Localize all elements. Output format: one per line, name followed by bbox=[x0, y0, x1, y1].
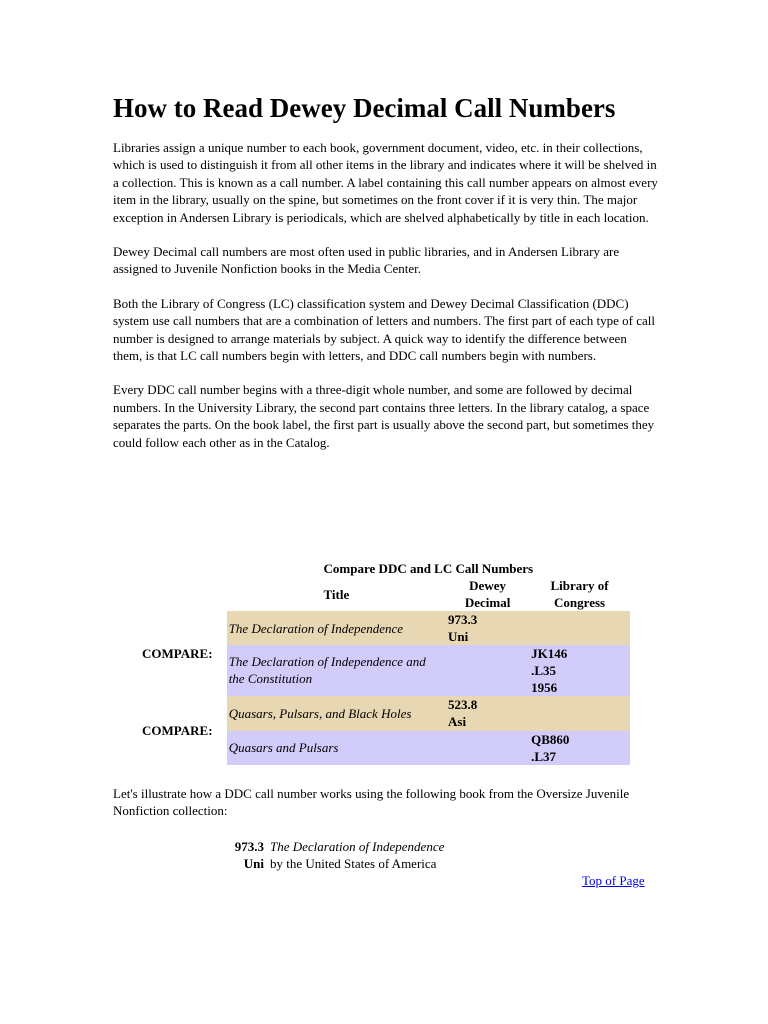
header-lc: Library of Congress bbox=[550, 578, 609, 610]
example-call-number bbox=[228, 838, 444, 872]
compare-label: COMPARE: bbox=[142, 723, 213, 738]
example-cutter: Uni bbox=[243, 856, 264, 871]
row-title: Quasars, Pulsars, and Black Holes bbox=[227, 696, 446, 731]
paragraph-illustrate: Let's illustrate how a DDC call number works using the following book from the Oversize Juvenile Nonfiction collection: bbox=[113, 786, 630, 819]
compare-table bbox=[140, 560, 630, 765]
paragraph-lc-vs-ddc: Both the Library of Congress (LC) classification system and Dewey Decimal Classification (DDC) system use call numbers that are a combination of letters and numbers. The first part of each type of call number is designed to arrange materials by subject. A quick way to identify the difference between them, is that LC call numbers begin with letters, and DDC call numbers begin with numbers. bbox=[113, 295, 655, 364]
header-dewey: Dewey Decimal bbox=[464, 578, 511, 610]
row-dewey: 523.8 Asi bbox=[446, 696, 529, 731]
row-dewey: 973.3 Uni bbox=[446, 611, 529, 645]
row-lc bbox=[529, 611, 630, 645]
example-class-number: 973.3 bbox=[234, 839, 264, 854]
row-title: Quasars and Pulsars bbox=[227, 731, 446, 765]
document-body bbox=[113, 92, 658, 468]
paragraph-intro: Libraries assign a unique number to each book, government document, video, etc. in their collections, which is used to distinguish it from all other items in the library and indicates where it will be shelved in a collection. This is known as a call number. A label containing this call number appears on almost every item in the library, usually on the spine, but sometimes on the front cover if it is very thin. The major exception in Andersen Library is periodicals, which are shelved alphabetically by title in each location. bbox=[113, 140, 658, 225]
row-dewey bbox=[446, 731, 529, 765]
row-dewey bbox=[446, 645, 529, 696]
example-author: by the United States of America bbox=[270, 856, 437, 871]
top-of-page-link[interactable]: Top of Page bbox=[582, 873, 645, 888]
compare-table-wrapper bbox=[140, 560, 630, 765]
row-title: The Declaration of Independence and the Constitution bbox=[227, 645, 446, 696]
page-title: How to Read Dewey Decimal Call Numbers bbox=[113, 93, 616, 123]
row-title: The Declaration of Independence bbox=[227, 611, 446, 645]
row-lc: JK146 .L35 1956 bbox=[529, 645, 630, 696]
header-title: Title bbox=[323, 586, 350, 602]
table-row bbox=[140, 696, 630, 731]
table-caption: Compare DDC and LC Call Numbers bbox=[323, 561, 534, 576]
table-row bbox=[140, 611, 630, 645]
paragraph-dewey-usage: Dewey Decimal call numbers are most often used in public libraries, and in Andersen Library are assigned to Juvenile Nonfiction books in the Media Center. bbox=[113, 244, 620, 277]
example-book-title: The Declaration of Independence bbox=[270, 839, 445, 854]
paragraph-ddc-structure: Every DDC call number begins with a three-digit whole number, and some are followed by decimal numbers. In the University Library, the second part contains three letters. In the library catalog, a space separates the parts. On the book label, the first part is usually above the second part, but sometimes they could follow each other as in the Catalog. bbox=[113, 382, 655, 450]
compare-label: COMPARE: bbox=[142, 646, 213, 661]
row-lc bbox=[529, 696, 630, 731]
row-lc: QB860 .L37 bbox=[529, 731, 630, 765]
